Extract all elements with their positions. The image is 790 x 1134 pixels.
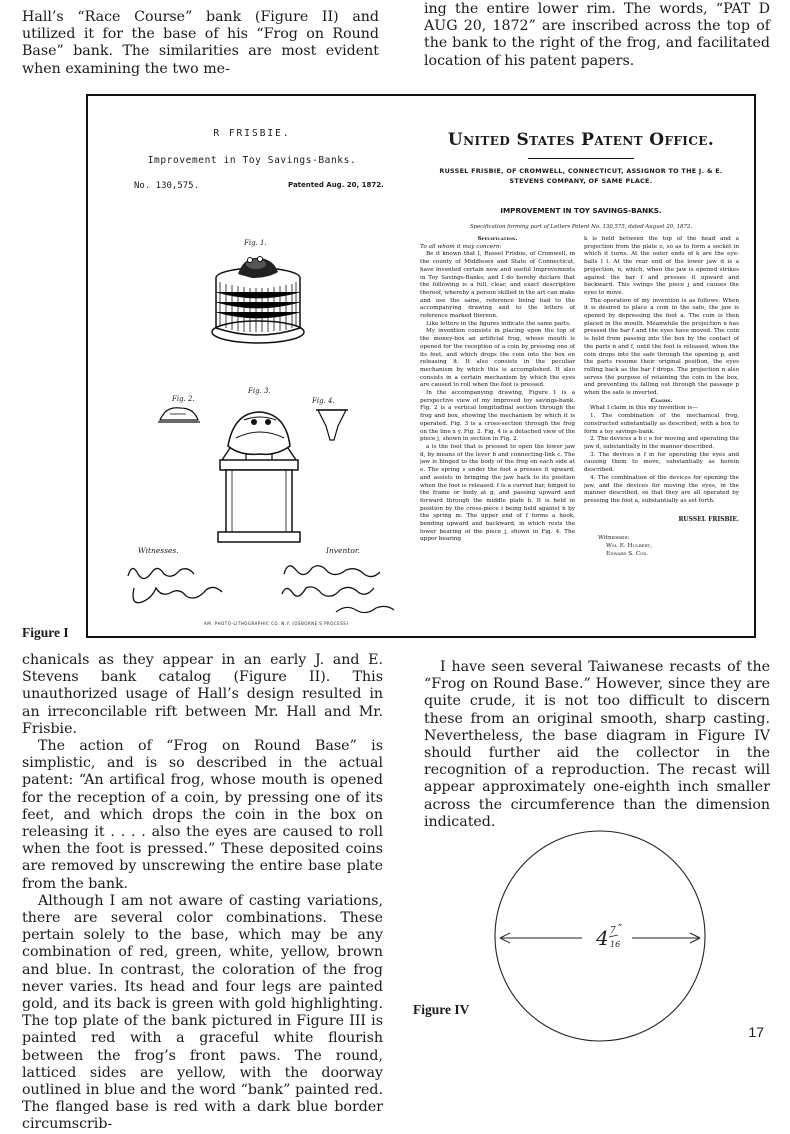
patent-signer: RUSSEL FRISBIE. xyxy=(678,516,739,523)
claim: 4. The combination of the devices for opening the jaw, and the devices for moving the eyes, in the manner described, so that they are all operated by pressing the foot a, substantially as set forth. xyxy=(584,474,739,504)
paragraph: Hall’s “Race Course” bank (Figure II) and utilized it for the base of his “Frog on Round Base” bank. The similarities are most evident when examining the two me- xyxy=(22,9,379,77)
fig-4-label: Fig. 4. xyxy=(312,397,335,405)
patent-assignment: RUSSEL FRISBIE, OF CROMWELL, CONNECTICUT, ASSIGNOR TO THE J. & E. STEVENS COMPANY, OF SAME PLACE. xyxy=(439,167,723,185)
patent-paragraph: Be it known that I, Russel Frisbie, of Cromwell, in the county of Middlesex and State of Connecticut, have invented certain new and useful Improvements in Toy Savings-Banks; and I do hereby declare that the following is a full, clear, and exact description thereof, whereby a person skilled in the art can make and use the same, reference being had to the accompanying drawing and to the letters of reference marked thereon. xyxy=(420,251,575,320)
page-number: 17 xyxy=(748,1024,764,1040)
patent-paragraph: Like letters in the figures indicate the same parts. xyxy=(426,320,571,327)
article-text-bottom-right xyxy=(424,659,770,831)
patent-specification-line: Specification forming part of Letters Patent No. 130,575, dated August 20, 1872. xyxy=(469,224,693,230)
figure-4-caption: Figure IV xyxy=(413,1002,470,1017)
patent-paragraph: The operation of my invention is as follows: When it is desired to place a coin in the safe, the jaw is opened by depressing the foot a. The coin is then placed in the mouth. Meanwhile the projection n has pressed the bar f and the eyes have moved. The coin is held from passing into the box by the contact of the parts n and f, until the foot is released, when the coin drops into the safe through the opening p, and the parts resume their original position, the eyes rolling back as the bar f drops. The projection n also serves the purpose of retaining the coin in the box, and preventing its falling out through the passage p when the safe is inverted. xyxy=(584,297,739,397)
inventor-signatures xyxy=(276,558,402,622)
paragraph: I have seen several Taiwanese recasts of the “Frog on Round Base.” However, since they are quite crude, it is not too difficult to discern these from an original smooth, sharp casting. Nevertheless, the base diagram in Figure IV should further aid the collector in the recognition of a reproduction. The recast will appear approximately one-eighth inch smaller across the circumference than the dimension indicated. xyxy=(424,659,770,830)
paragraph: The action of “Frog on Round Base” is simplistic, and is so described in the actual patent: “An artifical frog, whose mouth is opened for the reception of a coin, by pressing one of its feet, and which drops the coin in the box on releasing it . . . . also the eyes are caused to roll when the foot is pressed.” These deposited coins are removed by unscrewing the entire base plate from the bank. xyxy=(22,738,383,892)
claim: 2. The devices a b c e for moving and operating the jaw d, substantially in the manner described. xyxy=(584,436,739,450)
patent-column-1 xyxy=(420,236,575,616)
fig-1-bank-drawing xyxy=(208,246,308,346)
figure-1-caption: Figure I xyxy=(22,625,69,640)
claim: 3. The devices n f m for operating the eyes and causing them to move, substantially as herein described. xyxy=(584,451,739,474)
fig-3-label: Fig. 3. xyxy=(248,387,271,395)
patent-paragraph: In the accompanying drawing, Figure 1 is a perspective view of my improved toy savings-bank. Fig. 2 is a vertical longitudinal section through the frog and box, showing the mechanism by which it is operated. Fig. 3 is a cross-section through the frog on the line x y, Fig. 2. Fig. 4 is a detached view of the piece j, shown in section in Fig. 2. xyxy=(420,390,575,443)
dimension-numerator: 7 xyxy=(610,926,616,936)
claim: 1. The combination of the mechanical frog, constructed substantially as described, with a box to form a toy savings-bank. xyxy=(584,413,739,435)
drawing-footer: AM. PHOTO-LITHOGRAPHIC CO. N.Y. (OSBORNE'S PROCESS) xyxy=(204,621,349,626)
specification-heading: Specification. xyxy=(477,236,518,242)
article-text-bottom-left xyxy=(22,652,383,1134)
patent-date: Patented Aug. 20, 1872. xyxy=(288,181,384,189)
figure-4-base-diagram xyxy=(490,826,710,1046)
witness-name: Wm. E. Hulbert, xyxy=(606,543,653,549)
fig-2-label: Fig. 2. xyxy=(172,395,195,403)
paragraph: Although I am not aware of casting variations, there are several color combinations. These pertain solely to the base, which may be any combination of red, green, white, yellow, brown and blue. In contrast, the coloration of the frog never varies. Its head and four legs are painted gold, and its back is green with gold highlighting. The top plate of the bank pictured in Figure III is painted red with a graceful white flourish between the frog’s front paws. The round, latticed sides are yellow, with the doorway outlined in blue and the word “bank” painted red. The flanged base is red with a dark blue border circumscrib- xyxy=(22,892,383,1133)
heading-rule xyxy=(528,158,634,159)
witnesses-label: Witnesses. xyxy=(138,546,179,555)
witness-signatures xyxy=(122,558,242,614)
paragraph: chanicals as they appear in an early J. and E. Stevens bank catalog (Figure II). This unauthorized usage of Hall’s design resulted in an irreconcilable rift between Mr. Hall and Mr. Frisbie. xyxy=(22,652,383,737)
patent-improvement-title: IMPROVEMENT IN TOY SAVINGS-BANKS. xyxy=(500,206,662,215)
fig-1-label: Fig. 1. xyxy=(244,239,267,247)
witnesses-label: Witnesses: xyxy=(598,535,630,541)
drawing-title: Improvement in Toy Savings-Banks. xyxy=(147,155,357,166)
paragraph: ing the entire lower rim. The words, “PAT D AUG 20, 1872” are inscribed across the top of the bank to the right of the frog, and facilitated location of his patent papers. xyxy=(424,1,770,69)
patent-witnesses xyxy=(598,534,652,558)
fig-4-piece-drawing xyxy=(314,404,350,444)
patent-drawing xyxy=(100,106,404,630)
inventor-label: Inventor. xyxy=(326,546,360,555)
figure-1-patent-image xyxy=(86,94,756,638)
patent-number: No. 130,575. xyxy=(134,181,200,191)
salutation: To all whom it may concern: xyxy=(420,243,502,250)
claims-heading: Claims. xyxy=(650,397,673,404)
patent-column-2 xyxy=(584,236,739,516)
claim: What I claim in this my invention is— xyxy=(590,405,698,412)
dimension-denominator: 16 xyxy=(610,940,621,949)
patent-office-heading: United States Patent Office. xyxy=(447,130,715,150)
patent-paragraph: a is the foot that is pressed to open the lower jaw d, by means of the lever b and connecting-link c. The jaw is hinged to the body of the frog on each side at e. The spring s under the foot a presses it upward, and assists in bringing the jaw back to its position when the foot is released. f is a curved bar, hinged to the frame or body at g, and passing upward and forward through the middle plate h. It is held in position by the cross-piece i being held against h by the spring m. The upper end of f forms a hook, bending upward and backward, in which rests the lower bearing of the piece j, shown in Fig. 4. The upper bearing xyxy=(420,443,575,543)
article-text-top-right xyxy=(424,1,770,70)
dimension-whole: 4 xyxy=(596,926,609,950)
patent-paragraph: k is held between the top of the head and a projection from the plate o, so as to form a socket in which it turns. At the outer ends of k are the eye-balls l l. At the rear end of the lower jaw d is a projection, n, which, when the jaw is opened strikes against the bar f and presses it upward and backward. This swings the piece j and causes the eyes to move. xyxy=(584,236,739,296)
fig-2-section-drawing xyxy=(156,402,202,430)
patent-paragraph: My invention consists in placing upon the top of the money-box an artificial frog, whose mouth is opened for the reception of a coin by pressing one of its feet, and which drops the coin into the box on releasing it. It also consists in the peculiar mechanism by which this is accomplished. It also consists in a certain mechanism by which the eyes are caused to roll when the foot is pressed. xyxy=(420,328,575,389)
drawing-inventor: R FRISBIE. xyxy=(213,128,291,139)
inch-mark: ″ xyxy=(618,922,623,935)
fig-3-cross-section-drawing xyxy=(216,398,302,548)
witness-name: Edward S. Cox. xyxy=(606,551,649,557)
article-text-top-left xyxy=(22,9,379,78)
patent-text-page xyxy=(418,106,744,630)
